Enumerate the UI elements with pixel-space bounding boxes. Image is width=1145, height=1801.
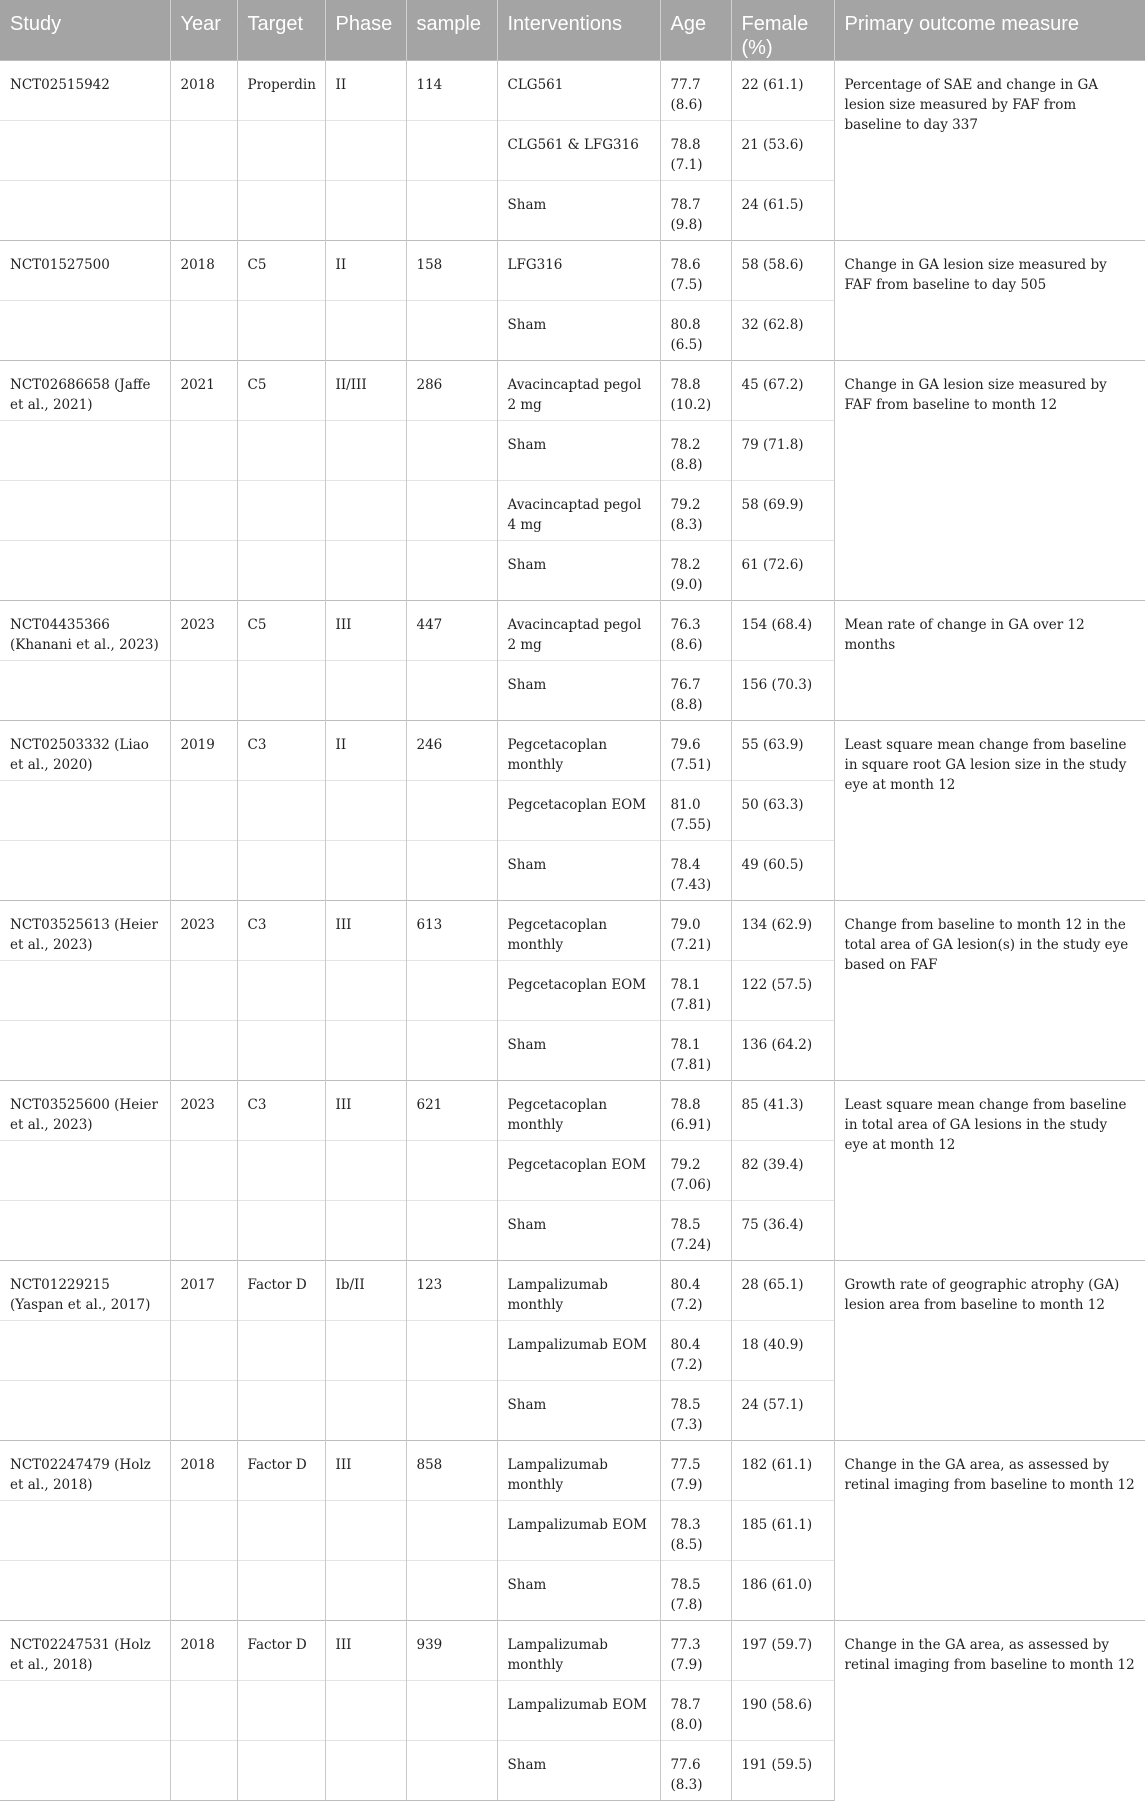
target-cell-empty xyxy=(237,1321,325,1381)
target-cell-empty xyxy=(237,1741,325,1801)
target-cell-empty xyxy=(237,421,325,481)
phase-cell: II/III xyxy=(325,361,406,421)
sample-cell-empty xyxy=(406,1021,497,1081)
target-cell-empty xyxy=(237,1681,325,1741)
age-cell: 77.5 (7.9) xyxy=(660,1441,731,1501)
year-cell-empty xyxy=(170,841,237,901)
age-cell: 79.6 (7.51) xyxy=(660,721,731,781)
intervention-cell: Lampalizumab EOM xyxy=(497,1501,660,1561)
sample-cell: 858 xyxy=(406,1441,497,1501)
intervention-cell: Lampalizumab monthly xyxy=(497,1261,660,1321)
female-cell: 182 (61.1) xyxy=(731,1441,834,1501)
outcome-cell: Change in the GA area, as assessed by retinal imaging from baseline to month 12 xyxy=(834,1441,1145,1621)
study-cell-empty xyxy=(0,1681,170,1741)
target-cell-empty xyxy=(237,121,325,181)
sample-cell-empty xyxy=(406,1741,497,1801)
table-row xyxy=(0,721,1145,781)
table-row xyxy=(0,241,1145,301)
outcome-cell: Growth rate of geographic atrophy (GA) lesion area from baseline to month 12 xyxy=(834,1261,1145,1441)
age-cell: 80.4 (7.2) xyxy=(660,1321,731,1381)
age-cell: 77.7 (8.6) xyxy=(660,61,731,121)
sample-cell: 613 xyxy=(406,901,497,961)
year-cell-empty xyxy=(170,781,237,841)
phase-cell: Ib/II xyxy=(325,1261,406,1321)
phase-cell-empty xyxy=(325,961,406,1021)
target-cell: Factor D xyxy=(237,1621,325,1681)
year-cell: 2018 xyxy=(170,241,237,301)
header-year: Year xyxy=(170,0,237,61)
age-cell: 78.1 (7.81) xyxy=(660,961,731,1021)
female-cell: 22 (61.1) xyxy=(731,61,834,121)
intervention-cell: Sham xyxy=(497,1561,660,1621)
header-outcome: Primary outcome measure xyxy=(834,0,1145,61)
year-cell-empty xyxy=(170,1561,237,1621)
phase-cell: III xyxy=(325,1081,406,1141)
year-cell-empty xyxy=(170,961,237,1021)
header-phase: Phase xyxy=(325,0,406,61)
target-cell: C3 xyxy=(237,901,325,961)
intervention-cell: Pegcetacoplan monthly xyxy=(497,901,660,961)
sample-cell: 114 xyxy=(406,61,497,121)
header-row xyxy=(0,0,1145,61)
year-cell-empty xyxy=(170,1141,237,1201)
sample-cell-empty xyxy=(406,121,497,181)
sample-cell-empty xyxy=(406,421,497,481)
age-cell: 79.2 (8.3) xyxy=(660,481,731,541)
intervention-cell: Lampalizumab EOM xyxy=(497,1681,660,1741)
female-cell: 61 (72.6) xyxy=(731,541,834,601)
phase-cell-empty xyxy=(325,1321,406,1381)
year-cell: 2018 xyxy=(170,1441,237,1501)
age-cell: 78.4 (7.43) xyxy=(660,841,731,901)
study-cell-empty xyxy=(0,1321,170,1381)
study-cell: NCT04435366 (Khanani et al., 2023) xyxy=(0,601,170,661)
target-cell-empty xyxy=(237,1141,325,1201)
phase-cell-empty xyxy=(325,841,406,901)
year-cell: 2023 xyxy=(170,901,237,961)
phase-cell: II xyxy=(325,241,406,301)
phase-cell-empty xyxy=(325,781,406,841)
age-cell: 78.5 (7.24) xyxy=(660,1201,731,1261)
year-cell-empty xyxy=(170,1321,237,1381)
study-cell-empty xyxy=(0,421,170,481)
table-row xyxy=(0,1261,1145,1321)
study-cell: NCT02247531 (Holz et al., 2018) xyxy=(0,1621,170,1681)
sample-cell-empty xyxy=(406,1381,497,1441)
study-cell-empty xyxy=(0,1741,170,1801)
age-cell: 80.4 (7.2) xyxy=(660,1261,731,1321)
age-cell: 77.3 (7.9) xyxy=(660,1621,731,1681)
outcome-cell: Least square mean change from baseline in square root GA lesion size in the study eye at month 12 xyxy=(834,721,1145,901)
phase-cell-empty xyxy=(325,121,406,181)
table-row xyxy=(0,601,1145,661)
phase-cell-empty xyxy=(325,421,406,481)
age-cell: 78.3 (8.5) xyxy=(660,1501,731,1561)
phase-cell-empty xyxy=(325,541,406,601)
female-cell: 55 (63.9) xyxy=(731,721,834,781)
female-cell: 191 (59.5) xyxy=(731,1741,834,1801)
female-cell: 154 (68.4) xyxy=(731,601,834,661)
age-cell: 78.5 (7.8) xyxy=(660,1561,731,1621)
female-cell: 197 (59.7) xyxy=(731,1621,834,1681)
study-cell-empty xyxy=(0,481,170,541)
age-cell: 78.8 (7.1) xyxy=(660,121,731,181)
female-cell: 186 (61.0) xyxy=(731,1561,834,1621)
intervention-cell: CLG561 xyxy=(497,61,660,121)
female-cell: 136 (64.2) xyxy=(731,1021,834,1081)
study-cell: NCT01229215 (Yaspan et al., 2017) xyxy=(0,1261,170,1321)
intervention-cell: Sham xyxy=(497,421,660,481)
study-cell-empty xyxy=(0,541,170,601)
target-cell: C3 xyxy=(237,1081,325,1141)
year-cell: 2019 xyxy=(170,721,237,781)
year-cell-empty xyxy=(170,421,237,481)
year-cell-empty xyxy=(170,1501,237,1561)
outcome-cell: Change in GA lesion size measured by FAF from baseline to month 12 xyxy=(834,361,1145,601)
year-cell: 2021 xyxy=(170,361,237,421)
phase-cell: II xyxy=(325,61,406,121)
age-cell: 78.2 (8.8) xyxy=(660,421,731,481)
phase-cell-empty xyxy=(325,1201,406,1261)
year-cell-empty xyxy=(170,1741,237,1801)
intervention-cell: Avacincaptad pegol 4 mg xyxy=(497,481,660,541)
target-cell: C5 xyxy=(237,601,325,661)
sample-cell: 246 xyxy=(406,721,497,781)
year-cell-empty xyxy=(170,1681,237,1741)
sample-cell: 621 xyxy=(406,1081,497,1141)
female-cell: 32 (62.8) xyxy=(731,301,834,361)
sample-cell: 123 xyxy=(406,1261,497,1321)
target-cell-empty xyxy=(237,781,325,841)
female-cell: 18 (40.9) xyxy=(731,1321,834,1381)
female-cell: 85 (41.3) xyxy=(731,1081,834,1141)
sample-cell: 447 xyxy=(406,601,497,661)
target-cell-empty xyxy=(237,1381,325,1441)
phase-cell-empty xyxy=(325,1681,406,1741)
phase-cell-empty xyxy=(325,1561,406,1621)
sample-cell-empty xyxy=(406,541,497,601)
intervention-cell: CLG561 & LFG316 xyxy=(497,121,660,181)
intervention-cell: Lampalizumab monthly xyxy=(497,1441,660,1501)
target-cell-empty xyxy=(237,841,325,901)
sample-cell-empty xyxy=(406,1561,497,1621)
female-cell: 28 (65.1) xyxy=(731,1261,834,1321)
intervention-cell: LFG316 xyxy=(497,241,660,301)
intervention-cell: Sham xyxy=(497,661,660,721)
study-cell-empty xyxy=(0,661,170,721)
intervention-cell: Sham xyxy=(497,1741,660,1801)
header-interventions: Interventions xyxy=(497,0,660,61)
age-cell: 78.5 (7.3) xyxy=(660,1381,731,1441)
year-cell-empty xyxy=(170,181,237,241)
target-cell-empty xyxy=(237,481,325,541)
age-cell: 76.3 (8.6) xyxy=(660,601,731,661)
phase-cell-empty xyxy=(325,1381,406,1441)
table-row xyxy=(0,901,1145,961)
female-cell: 79 (71.8) xyxy=(731,421,834,481)
age-cell: 79.0 (7.21) xyxy=(660,901,731,961)
year-cell-empty xyxy=(170,1201,237,1261)
study-cell-empty xyxy=(0,1141,170,1201)
phase-cell-empty xyxy=(325,481,406,541)
study-cell-empty xyxy=(0,1381,170,1441)
sample-cell-empty xyxy=(406,1501,497,1561)
sample-cell: 286 xyxy=(406,361,497,421)
phase-cell-empty xyxy=(325,181,406,241)
outcome-cell: Change in GA lesion size measured by FAF from baseline to day 505 xyxy=(834,241,1145,361)
sample-cell-empty xyxy=(406,481,497,541)
target-cell-empty xyxy=(237,1021,325,1081)
target-cell: Properdin xyxy=(237,61,325,121)
header-age: Age xyxy=(660,0,731,61)
intervention-cell: Pegcetacoplan monthly xyxy=(497,721,660,781)
female-cell: 156 (70.3) xyxy=(731,661,834,721)
intervention-cell: Sham xyxy=(497,181,660,241)
sample-cell-empty xyxy=(406,661,497,721)
sample-cell-empty xyxy=(406,1321,497,1381)
intervention-cell: Avacincaptad pegol 2 mg xyxy=(497,601,660,661)
female-cell: 122 (57.5) xyxy=(731,961,834,1021)
female-cell: 82 (39.4) xyxy=(731,1141,834,1201)
age-cell: 78.6 (7.5) xyxy=(660,241,731,301)
header-female: Female (%) xyxy=(731,0,834,61)
intervention-cell: Sham xyxy=(497,1201,660,1261)
study-cell: NCT02247479 (Holz et al., 2018) xyxy=(0,1441,170,1501)
target-cell: Factor D xyxy=(237,1441,325,1501)
target-cell-empty xyxy=(237,1201,325,1261)
intervention-cell: Pegcetacoplan EOM xyxy=(497,781,660,841)
target-cell-empty xyxy=(237,301,325,361)
study-cell-empty xyxy=(0,121,170,181)
phase-cell-empty xyxy=(325,1141,406,1201)
table-header xyxy=(0,0,1145,61)
female-cell: 185 (61.1) xyxy=(731,1501,834,1561)
intervention-cell: Lampalizumab monthly xyxy=(497,1621,660,1681)
female-cell: 21 (53.6) xyxy=(731,121,834,181)
phase-cell: III xyxy=(325,901,406,961)
intervention-cell: Sham xyxy=(497,841,660,901)
female-cell: 24 (57.1) xyxy=(731,1381,834,1441)
study-cell-empty xyxy=(0,961,170,1021)
intervention-cell: Pegcetacoplan EOM xyxy=(497,1141,660,1201)
age-cell: 76.7 (8.8) xyxy=(660,661,731,721)
header-study: Study xyxy=(0,0,170,61)
age-cell: 77.6 (8.3) xyxy=(660,1741,731,1801)
sample-cell-empty xyxy=(406,841,497,901)
table-row xyxy=(0,361,1145,421)
phase-cell-empty xyxy=(325,301,406,361)
phase-cell: III xyxy=(325,1621,406,1681)
age-cell: 79.2 (7.06) xyxy=(660,1141,731,1201)
year-cell-empty xyxy=(170,481,237,541)
sample-cell-empty xyxy=(406,1201,497,1261)
study-cell-empty xyxy=(0,181,170,241)
outcome-cell: Percentage of SAE and change in GA lesion size measured by FAF from baseline to day 337 xyxy=(834,61,1145,241)
year-cell: 2023 xyxy=(170,1081,237,1141)
study-cell: NCT01527500 xyxy=(0,241,170,301)
table-row xyxy=(0,1441,1145,1501)
target-cell-empty xyxy=(237,1561,325,1621)
year-cell: 2023 xyxy=(170,601,237,661)
age-cell: 78.2 (9.0) xyxy=(660,541,731,601)
study-cell: NCT03525613 (Heier et al., 2023) xyxy=(0,901,170,961)
year-cell-empty xyxy=(170,121,237,181)
intervention-cell: Sham xyxy=(497,1381,660,1441)
target-cell: C5 xyxy=(237,361,325,421)
female-cell: 58 (69.9) xyxy=(731,481,834,541)
age-cell: 81.0 (7.55) xyxy=(660,781,731,841)
phase-cell-empty xyxy=(325,1021,406,1081)
study-cell: NCT02503332 (Liao et al., 2020) xyxy=(0,721,170,781)
table-body xyxy=(0,61,1145,1801)
sample-cell: 158 xyxy=(406,241,497,301)
phase-cell: II xyxy=(325,721,406,781)
female-cell: 45 (67.2) xyxy=(731,361,834,421)
female-cell: 24 (61.5) xyxy=(731,181,834,241)
outcome-cell: Least square mean change from baseline in total area of GA lesions in the study eye at month 12 xyxy=(834,1081,1145,1261)
year-cell-empty xyxy=(170,661,237,721)
age-cell: 78.7 (9.8) xyxy=(660,181,731,241)
study-cell-empty xyxy=(0,301,170,361)
study-cell-empty xyxy=(0,1201,170,1261)
study-cell-empty xyxy=(0,841,170,901)
year-cell: 2018 xyxy=(170,1621,237,1681)
target-cell-empty xyxy=(237,961,325,1021)
header-target: Target xyxy=(237,0,325,61)
sample-cell-empty xyxy=(406,181,497,241)
age-cell: 78.1 (7.81) xyxy=(660,1021,731,1081)
year-cell-empty xyxy=(170,1381,237,1441)
year-cell-empty xyxy=(170,1021,237,1081)
intervention-cell: Sham xyxy=(497,541,660,601)
intervention-cell: Sham xyxy=(497,301,660,361)
female-cell: 190 (58.6) xyxy=(731,1681,834,1741)
sample-cell-empty xyxy=(406,1141,497,1201)
age-cell: 78.8 (6.91) xyxy=(660,1081,731,1141)
female-cell: 134 (62.9) xyxy=(731,901,834,961)
intervention-cell: Pegcetacoplan monthly xyxy=(497,1081,660,1141)
intervention-cell: Avacincaptad pegol 2 mg xyxy=(497,361,660,421)
year-cell-empty xyxy=(170,541,237,601)
sample-cell-empty xyxy=(406,301,497,361)
phase-cell-empty xyxy=(325,1501,406,1561)
study-cell-empty xyxy=(0,1501,170,1561)
age-cell: 78.8 (10.2) xyxy=(660,361,731,421)
table-row xyxy=(0,1621,1145,1681)
outcome-cell: Mean rate of change in GA over 12 months xyxy=(834,601,1145,721)
sample-cell-empty xyxy=(406,961,497,1021)
phase-cell: III xyxy=(325,601,406,661)
study-cell: NCT02686658 (Jaffe et al., 2021) xyxy=(0,361,170,421)
female-cell: 50 (63.3) xyxy=(731,781,834,841)
intervention-cell: Pegcetacoplan EOM xyxy=(497,961,660,1021)
outcome-cell: Change in the GA area, as assessed by retinal imaging from baseline to month 12 xyxy=(834,1621,1145,1801)
study-cell-empty xyxy=(0,781,170,841)
female-cell: 75 (36.4) xyxy=(731,1201,834,1261)
sample-cell-empty xyxy=(406,781,497,841)
target-cell: C3 xyxy=(237,721,325,781)
year-cell: 2018 xyxy=(170,61,237,121)
target-cell-empty xyxy=(237,661,325,721)
target-cell-empty xyxy=(237,541,325,601)
intervention-cell: Lampalizumab EOM xyxy=(497,1321,660,1381)
target-cell: C5 xyxy=(237,241,325,301)
age-cell: 78.7 (8.0) xyxy=(660,1681,731,1741)
study-cell-empty xyxy=(0,1021,170,1081)
year-cell-empty xyxy=(170,301,237,361)
female-cell: 58 (58.6) xyxy=(731,241,834,301)
target-cell-empty xyxy=(237,1501,325,1561)
sample-cell: 939 xyxy=(406,1621,497,1681)
target-cell-empty xyxy=(237,181,325,241)
table-row xyxy=(0,1081,1145,1141)
table-row xyxy=(0,61,1145,121)
outcome-cell: Change from baseline to month 12 in the total area of GA lesion(s) in the study eye based on FAF xyxy=(834,901,1145,1081)
target-cell: Factor D xyxy=(237,1261,325,1321)
header-sample: sample xyxy=(406,0,497,61)
study-cell: NCT02515942 xyxy=(0,61,170,121)
phase-cell: III xyxy=(325,1441,406,1501)
intervention-cell: Sham xyxy=(497,1021,660,1081)
study-cell: NCT03525600 (Heier et al., 2023) xyxy=(0,1081,170,1141)
phase-cell-empty xyxy=(325,1741,406,1801)
year-cell: 2017 xyxy=(170,1261,237,1321)
phase-cell-empty xyxy=(325,661,406,721)
female-cell: 49 (60.5) xyxy=(731,841,834,901)
sample-cell-empty xyxy=(406,1681,497,1741)
age-cell: 80.8 (6.5) xyxy=(660,301,731,361)
study-cell-empty xyxy=(0,1561,170,1621)
